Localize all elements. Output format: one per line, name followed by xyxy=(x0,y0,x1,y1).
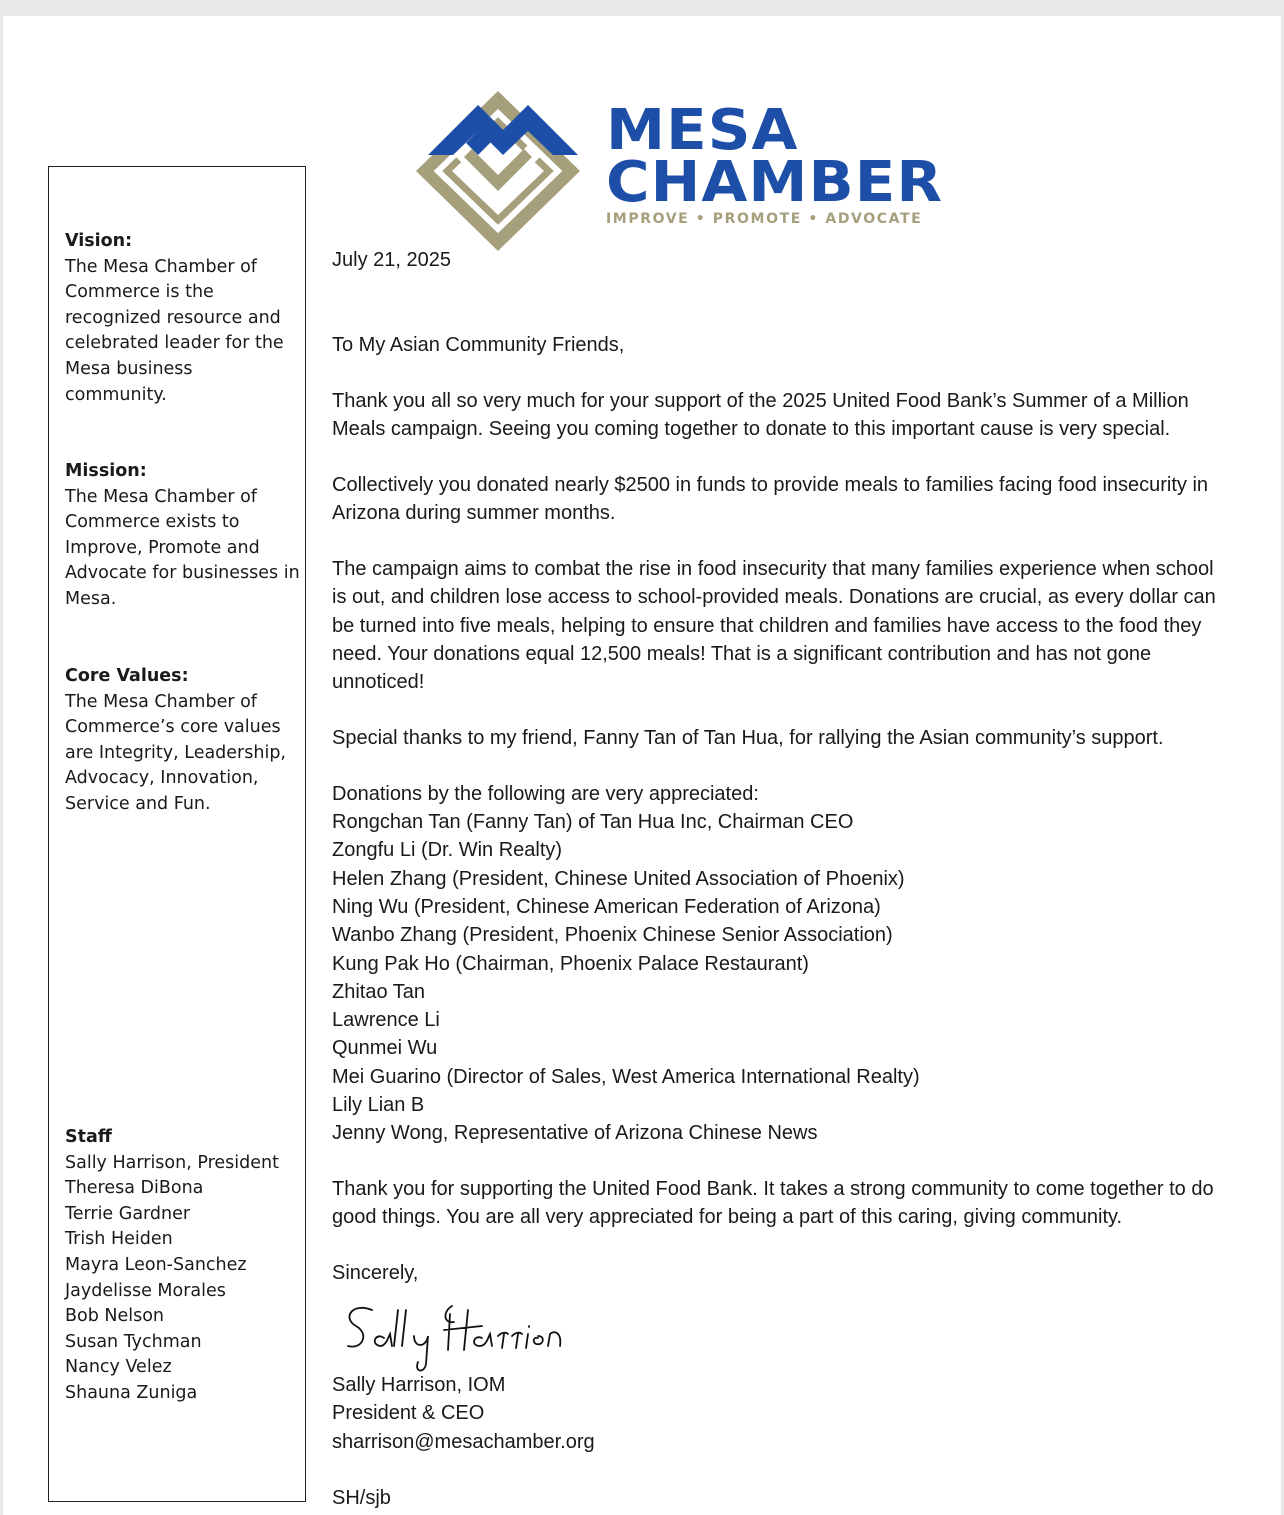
letter-date: July 21, 2025 xyxy=(332,249,451,271)
signer-block xyxy=(332,1371,595,1456)
letter-page xyxy=(3,16,1281,1515)
staff-member: Bob Nelson xyxy=(65,1306,165,1327)
letter-paragraph: Thank you for supporting the United Food Bank. It takes a strong community to come together to do good things. You are all very appreciated for being a part of this caring, giving community. xyxy=(332,1178,1214,1229)
staff-member: Mayra Leon-Sanchez xyxy=(65,1254,247,1275)
letter-paragraph: The campaign aims to combat the rise in food insecurity that many families experience when school is out, and children lose access to school-provided meals. Donations are crucial, as every dollar can be turned into five meals, helping to ensure that children and families have access to the food they need. Your donations equal 12,500 meals! That is a significant contribution and has not gone unnoticed! xyxy=(332,557,1216,694)
staff-list xyxy=(65,1151,301,1407)
core-values-heading: Core Values: xyxy=(65,666,189,686)
donor-item: Helen Zhang (President, Chinese United Association of Phoenix) xyxy=(332,867,905,890)
staff-member: Jaydelisse Morales xyxy=(65,1280,226,1301)
staff-member: Susan Tychman xyxy=(65,1331,202,1352)
handwritten-signature xyxy=(332,1288,592,1378)
mesa-chamber-logo xyxy=(408,83,944,258)
signer-title: President & CEO xyxy=(332,1402,485,1425)
donor-item: Mei Guarino (Director of Sales, West America International Realty) xyxy=(332,1065,920,1088)
staff-member: Trish Heiden xyxy=(65,1229,173,1250)
donor-item: Zongfu Li (Dr. Win Realty) xyxy=(332,839,563,862)
mission-heading: Mission: xyxy=(65,461,147,481)
letter-paragraph: Thank you all so very much for your support of the 2025 United Food Bank’s Summer of a Million Meals campaign. Seeing you coming together to donate to this important cause is very special. xyxy=(332,389,1189,441)
staff-member: Nancy Velez xyxy=(65,1357,172,1378)
staff-section xyxy=(65,1125,301,1407)
donor-item: Lawrence Li xyxy=(332,1009,440,1032)
vision-section xyxy=(65,229,301,408)
donor-item: Kung Pak Ho (Chairman, Phoenix Palace Restaurant) xyxy=(332,952,809,975)
donor-item: Rongchan Tan (Fanny Tan) of Tan Hua Inc, Chairman CEO xyxy=(332,811,854,834)
staff-member: Theresa DiBona xyxy=(65,1178,204,1199)
core-values-text: The Mesa Chamber of Commerce’s core values are Integrity, Leadership, Advocacy, Innovation, Service and Fun. xyxy=(65,691,286,814)
donor-item: Jenny Wong, Representative of Arizona Chinese News xyxy=(332,1122,818,1145)
logo-text-mesa: MESA xyxy=(606,98,799,163)
donor-item: Zhitao Tan xyxy=(332,980,426,1003)
donor-list-intro: Donations by the following are very appreciated: xyxy=(332,782,759,805)
staff-member: Sally Harrison, President xyxy=(65,1152,279,1173)
letter-greeting: To My Asian Community Friends, xyxy=(332,334,625,356)
logo-text-chamber: CHAMBER xyxy=(606,150,944,215)
letter-closing: Sincerely, xyxy=(332,1262,419,1285)
mesa-chamber-logo-mark xyxy=(408,83,588,258)
staff-member: Terrie Gardner xyxy=(65,1203,191,1224)
staff-heading: Staff xyxy=(65,1127,112,1147)
typist-initials: SH/sjb xyxy=(332,1487,391,1509)
sidebar-box xyxy=(48,166,306,1502)
logo-wordmark xyxy=(606,98,944,227)
vision-heading: Vision: xyxy=(65,231,133,251)
donor-list xyxy=(332,780,1232,1148)
donor-item: Wanbo Zhang (President, Phoenix Chinese Senior Association) xyxy=(332,924,893,947)
letter-paragraph: Collectively you donated nearly $2500 in funds to provide meals to families facing food insecurity in Arizona during summer months. xyxy=(332,473,1209,525)
staff-member: Shauna Zuniga xyxy=(65,1382,198,1403)
letter-content xyxy=(332,331,1232,1288)
donor-item: Lily Lian B xyxy=(332,1094,425,1117)
signer-email: sharrison@mesachamber.org xyxy=(332,1430,595,1453)
vision-text: The Mesa Chamber of Commerce is the recognized resource and celebrated leader for the Mesa business community. xyxy=(65,256,284,405)
donor-item: Ning Wu (President, Chinese American Federation of Arizona) xyxy=(332,895,881,918)
letter-paragraph: Special thanks to my friend, Fanny Tan of Tan Hua, for rallying the Asian community’s support. xyxy=(332,726,1164,749)
mission-section xyxy=(65,459,301,613)
core-values-section xyxy=(65,664,301,818)
logo-tagline: IMPROVE • PROMOTE • ADVOCATE xyxy=(606,211,923,227)
mission-text: The Mesa Chamber of Commerce exists to Improve, Promote and Advocate for businesses in Mesa. xyxy=(65,486,300,609)
signer-name: Sally Harrison, IOM xyxy=(332,1374,506,1396)
donor-item: Qunmei Wu xyxy=(332,1037,438,1060)
